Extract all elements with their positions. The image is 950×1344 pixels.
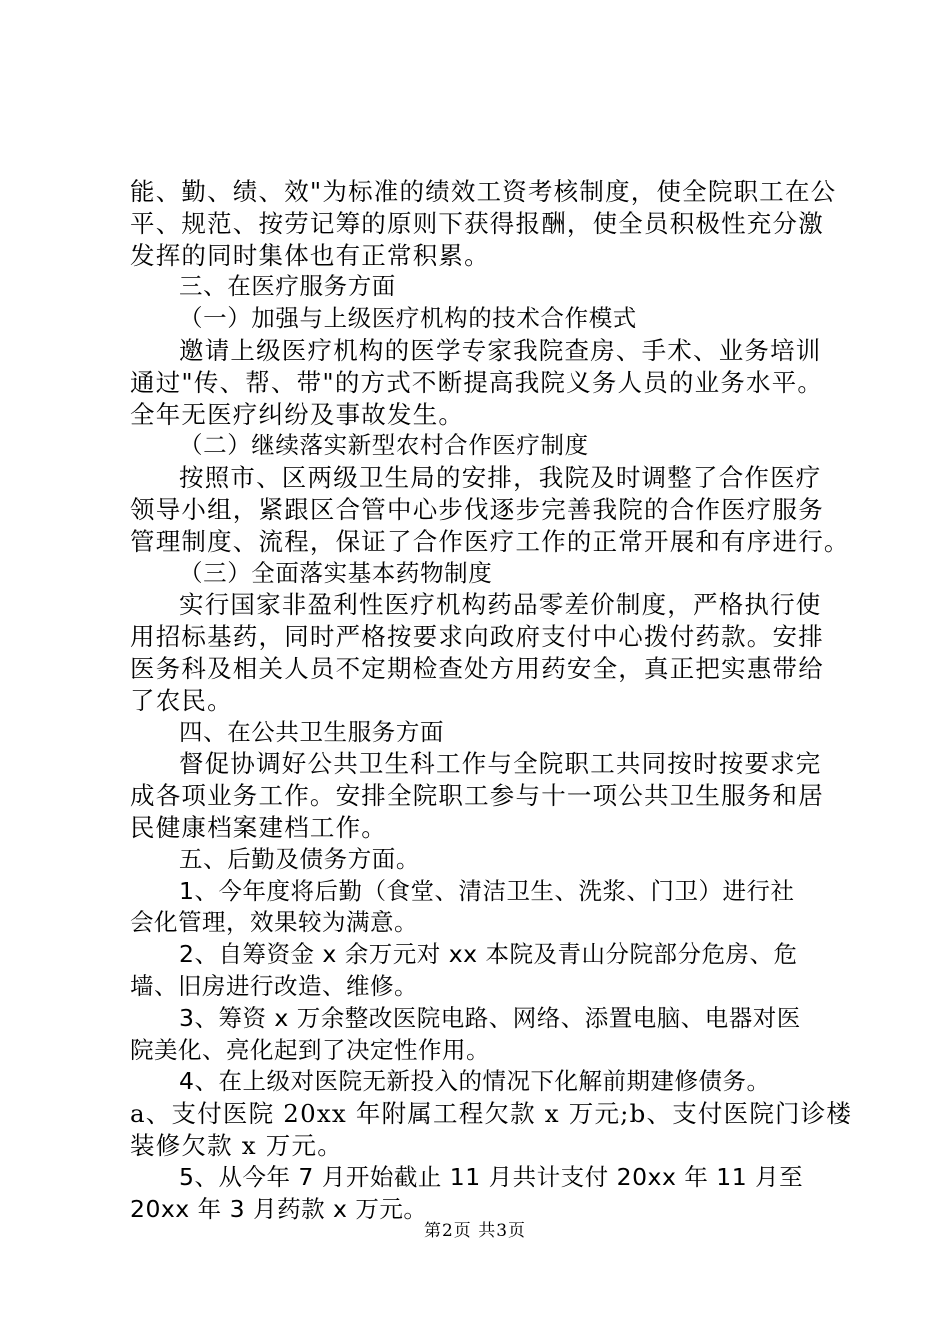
- subsection-heading: （二）继续落实新型农村合作医疗制度: [179, 431, 589, 460]
- body-line: 按照市、区两级卫生局的安排，我院及时调整了合作医疗: [179, 463, 822, 493]
- section-heading: 三、在医疗服务方面: [179, 272, 396, 301]
- list-item-continuation: 20xx 年 3 月药款 x 万元。: [130, 1194, 428, 1223]
- list-item-continuation: 会化管理，效果较为满意。: [130, 908, 418, 937]
- body-line: 发挥的同时集体也有正常积累。: [130, 240, 490, 270]
- section-heading: 五、后勤及债务方面。: [179, 844, 420, 873]
- list-item: 1、今年度将后勤（食堂、清洁卫生、洗浆、门卫）进行社: [179, 876, 795, 905]
- body-line: 邀请上级医疗机构的医学专家我院查房、手术、业务培训: [179, 335, 822, 365]
- list-item: 2、自筹资金 x 余万元对 xx 本院及青山分院部分危房、危: [179, 940, 798, 969]
- body-line: 民健康档案建档工作。: [130, 812, 387, 842]
- body-line: 医务科及相关人员不定期检查处方用药安全，真正把实惠带给: [130, 653, 824, 683]
- subsection-heading: （一）加强与上级医疗机构的技术合作模式: [179, 304, 637, 333]
- body-line: 能、勤、绩、效"为标准的绩效工资考核制度，使全院职工在公: [130, 177, 837, 206]
- body-line: 领导小组，紧跟区合管中心步伐逐步完善我院的合作医疗服务: [130, 494, 824, 524]
- body-line: 全年无医疗纠纷及事故发生。: [130, 399, 465, 429]
- body-line: 了农民。: [130, 685, 233, 715]
- body-line: 用招标基药，同时严格按要求向政府支付中心拨付药款。安排: [130, 622, 824, 652]
- body-line: 通过"传、帮、带"的方式不断提高我院义务人员的业务水平。: [130, 367, 824, 397]
- body-line: 实行国家非盈利性医疗机构药品零差价制度，严格执行使: [179, 590, 822, 620]
- body-line: 平、规范、按劳记筹的原则下获得报酬，使全员积极性充分激: [130, 208, 824, 238]
- list-item: 4、在上级对医院无新投入的情况下化解前期建修债务。: [179, 1067, 771, 1096]
- list-item: 3、筹资 x 万余整改医院电路、网络、添置电脑、电器对医: [179, 1003, 801, 1032]
- subsection-heading: （三）全面落实基本药物制度: [179, 558, 493, 587]
- section-heading: 四、在公共卫生服务方面: [179, 717, 445, 746]
- body-line: 装修欠款 x 万元。: [130, 1130, 343, 1160]
- list-item-continuation: 院美化、亮化起到了决定性作用。: [130, 1035, 490, 1064]
- body-line: 管理制度、流程，保证了合作医疗工作的正常开展和有序进行。: [130, 526, 850, 556]
- list-item-continuation: 墙、旧房进行改造、维修。: [130, 971, 418, 1000]
- page-number-footer: 第2页 共3页: [423, 1221, 527, 1241]
- document-body: [130, 176, 853, 1225]
- body-line: a、支付医院 20xx 年附属工程欠款 x 万元;b、支付医院门诊楼: [130, 1099, 853, 1129]
- list-item: 5、从今年 7 月开始截止 11 月共计支付 20xx 年 11 月至: [179, 1162, 804, 1191]
- body-line: 督促协调好公共卫生科工作与全院职工共同按时按要求完: [179, 749, 822, 779]
- body-line: 成各项业务工作。安排全院职工参与十一项公共卫生服务和居: [130, 781, 824, 811]
